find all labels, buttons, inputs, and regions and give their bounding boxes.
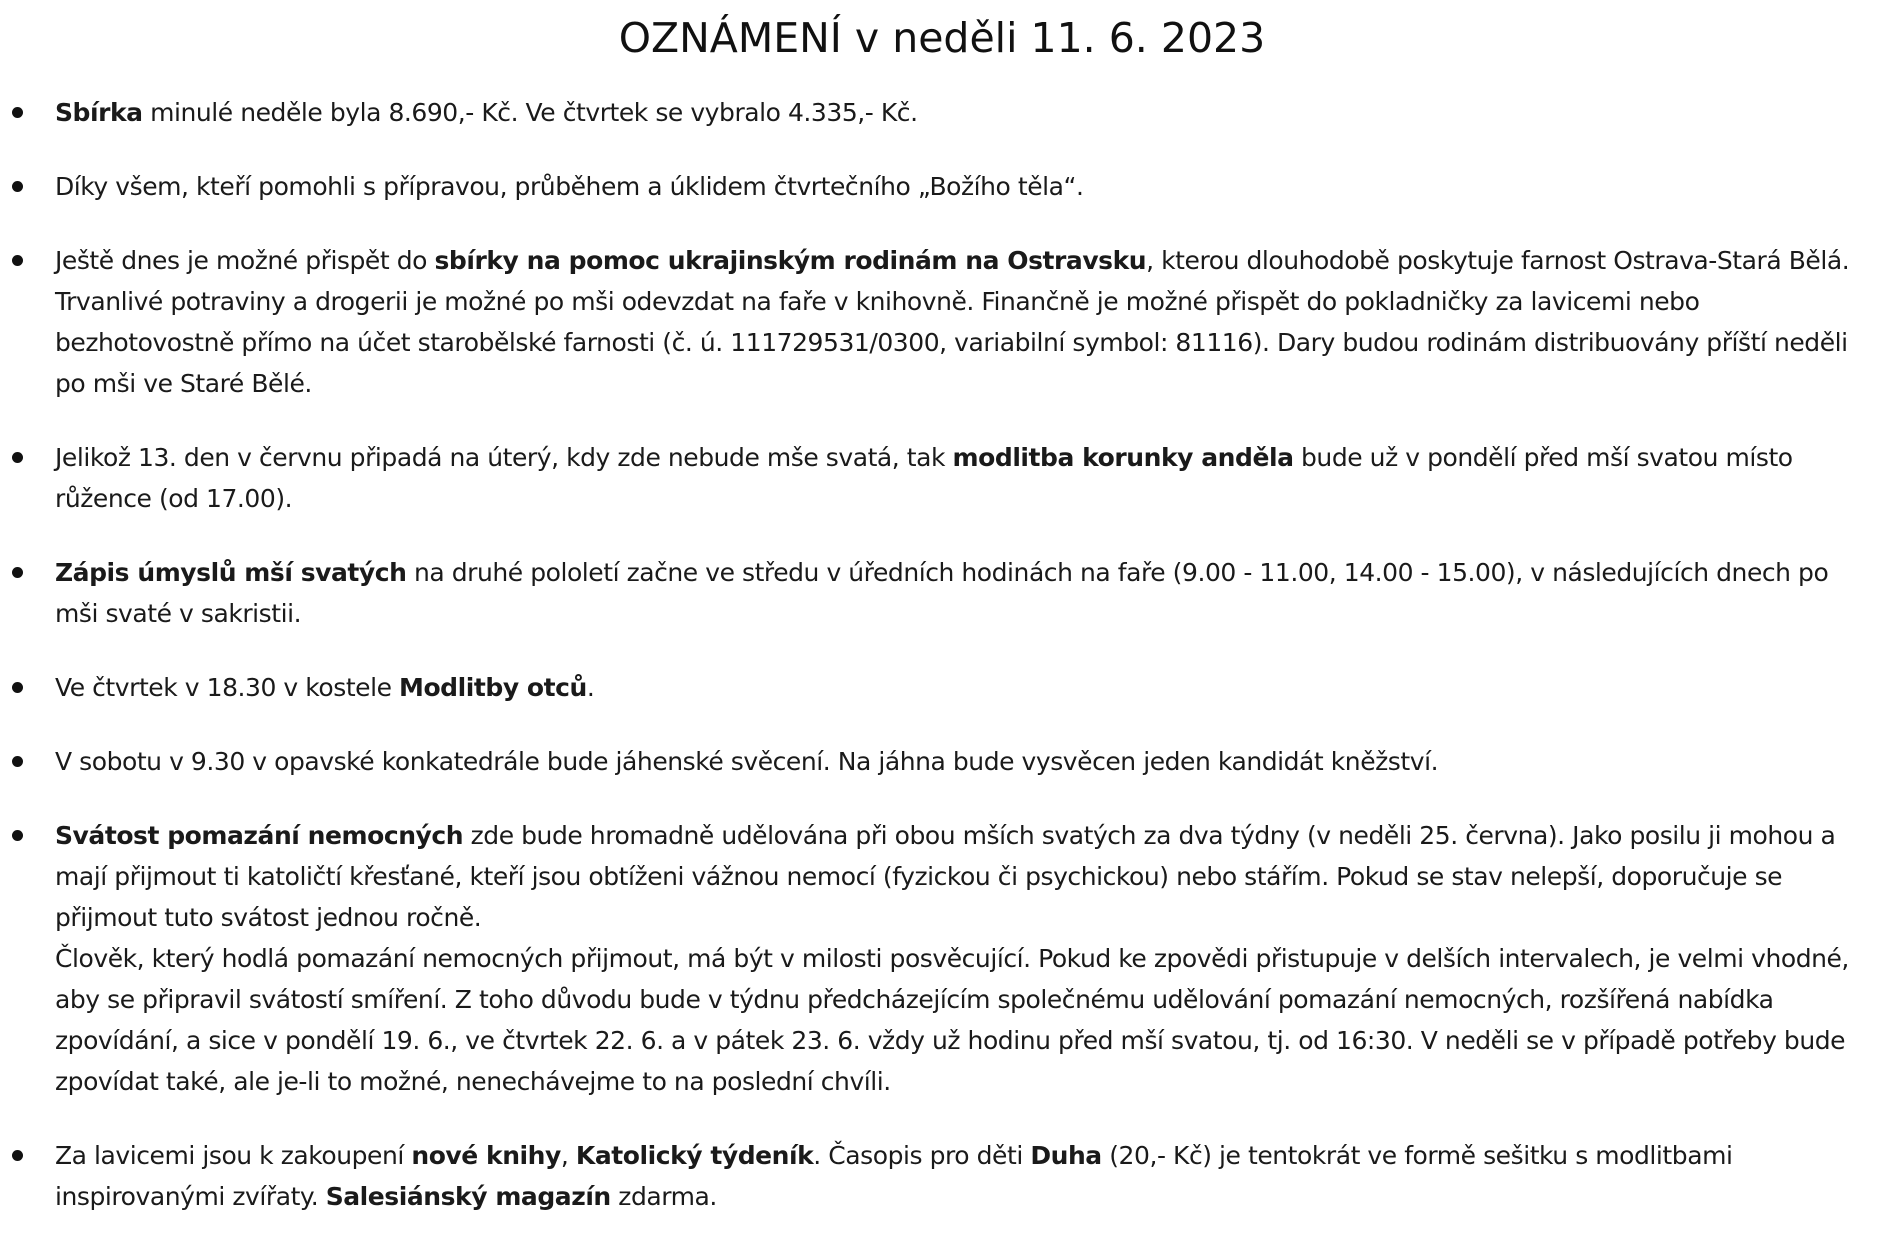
text-segment: Člověk, který hodlá pomazání nemocných přijmout, má být v milosti posvěcující. Pokud ke zpovědi přistupuje v delších intervalech, je velmi vhodné, aby se připravil svátostí smíření. Z toho důvodu bude v týdnu předcházejícím společnému udělování pomazání nemocných, rozšířená nabídka zpovídání, a sice v pondělí 19. 6., ve čtvrtek 22. 6. a v pátek 23. 6. vždy už hodinu před mší svatou, tj. od 16:30. V neděli se v případě potřeby bude zpovídat také, ale je-li to možné, nenechávejme to na poslední chvíli.	[55, 944, 1849, 1096]
text-segment: bude už v pondělí před mší svatou místo růžence (od 17.00).	[55, 443, 1793, 513]
page-title: OZNÁMENÍ v neděli 11. 6. 2023	[618, 14, 1266, 62]
announcement-item	[0, 166, 1884, 207]
announcement-text	[55, 667, 1878, 708]
announcement-item	[0, 1135, 1884, 1217]
text-segment: ,	[560, 1141, 576, 1170]
text-segment: minulé neděle byla 8.690,- Kč. Ve čtvrtek se vybralo 4.335,- Kč.	[142, 98, 918, 127]
announcement-text	[55, 815, 1878, 1102]
text-segment: Ještě dnes je možné přispět do	[55, 246, 435, 275]
announcement-text	[55, 166, 1878, 207]
text-segment: zde bude hromadně udělována při obou mších svatých za dva týdny (v neděli 25. června). Jako posilu ji mohou a mají přijmout ti katoličtí křesťané, kteří jsou obtíženi vážnou nemocí (fyzickou či psychickou) nebo stářím. Pokud se stav nelepší, doporučuje se přijmout tuto svátost jednou ročně.	[55, 821, 1836, 932]
text-segment: . Časopis pro děti	[813, 1141, 1031, 1170]
text-segment: (20,- Kč) je tentokrát ve formě sešitku s modlitbami inspirovanými zvířaty.	[55, 1141, 1733, 1211]
bullet-icon	[12, 567, 23, 578]
announcement-item	[0, 815, 1884, 1102]
announcement-text	[55, 741, 1878, 782]
bullet-icon	[12, 682, 23, 693]
text-segment: Jelikož 13. den v červnu připadá na úterý, kdy zde nebude mše svatá, tak	[55, 443, 953, 472]
bold-text: Svátost pomazání nemocných	[55, 821, 464, 850]
bullet-icon	[12, 181, 23, 192]
announcement-text	[55, 240, 1878, 404]
announcement-text	[55, 552, 1878, 634]
text-segment: Díky všem, kteří pomohli s přípravou, průběhem a úklidem čtvrtečního „Božího těla“.	[55, 172, 1084, 201]
announcement-item	[0, 92, 1884, 133]
bold-text: Salesiánský magazín	[325, 1182, 611, 1211]
bold-text: Katolický týdeník	[575, 1141, 814, 1170]
text-segment: Za lavicemi jsou k zakoupení	[55, 1141, 412, 1170]
bold-text: Sbírka	[55, 98, 143, 127]
bold-text: Modlitby otců	[399, 673, 587, 702]
announcement-item	[0, 667, 1884, 708]
text-segment: Ve čtvrtek v 18.30 v kostele	[55, 673, 400, 702]
announcement-item	[0, 552, 1884, 634]
bullet-icon	[12, 756, 23, 767]
text-segment: na druhé pololetí začne ve středu v úředních hodinách na faře (9.00 - 11.00, 14.00 - 15.00), v následujících dnech po mši svaté v sakristii.	[55, 558, 1829, 628]
bold-text: Duha	[1030, 1141, 1102, 1170]
bullet-icon	[12, 830, 23, 841]
announcement-item	[0, 437, 1884, 519]
bold-text: sbírky na pomoc ukrajinským rodinám na Ostravsku	[434, 246, 1147, 275]
bullet-icon	[12, 107, 23, 118]
bold-text: Zápis úmyslů mší svatých	[55, 558, 407, 587]
announcement-text	[55, 437, 1878, 519]
announcement-text	[55, 1135, 1878, 1217]
announcement-item	[0, 240, 1884, 404]
bullet-icon	[12, 452, 23, 463]
bullet-icon	[12, 255, 23, 266]
bold-text: modlitba korunky anděla	[952, 443, 1294, 472]
bullet-icon	[12, 1150, 23, 1161]
text-segment: zdarma.	[610, 1182, 717, 1211]
announcement-text	[55, 92, 1878, 133]
text-segment: .	[586, 673, 595, 702]
announcement-item	[0, 741, 1884, 782]
announcement-list	[0, 92, 1884, 1250]
bold-text: nové knihy	[411, 1141, 561, 1170]
text-segment: , kterou dlouhodobě poskytuje farnost Ostrava-Stará Bělá. Trvanlivé potraviny a drogerii je možné po mši odevzdat na faře v knihovně. Finančně je možné přispět do pokladničky za lavicemi nebo bezhotovostně přímo na účet starobělské farnosti (č. ú. 111729531/0300, variabilní symbol: 81116). Dary budou rodinám distribuovány příští neděli po mši ve Staré Bělé.	[55, 246, 1850, 398]
text-segment: V sobotu v 9.30 v opavské konkatedrále bude jáhenské svěcení. Na jáhna bude vysvěcen jeden kandidát kněžství.	[55, 747, 1439, 776]
